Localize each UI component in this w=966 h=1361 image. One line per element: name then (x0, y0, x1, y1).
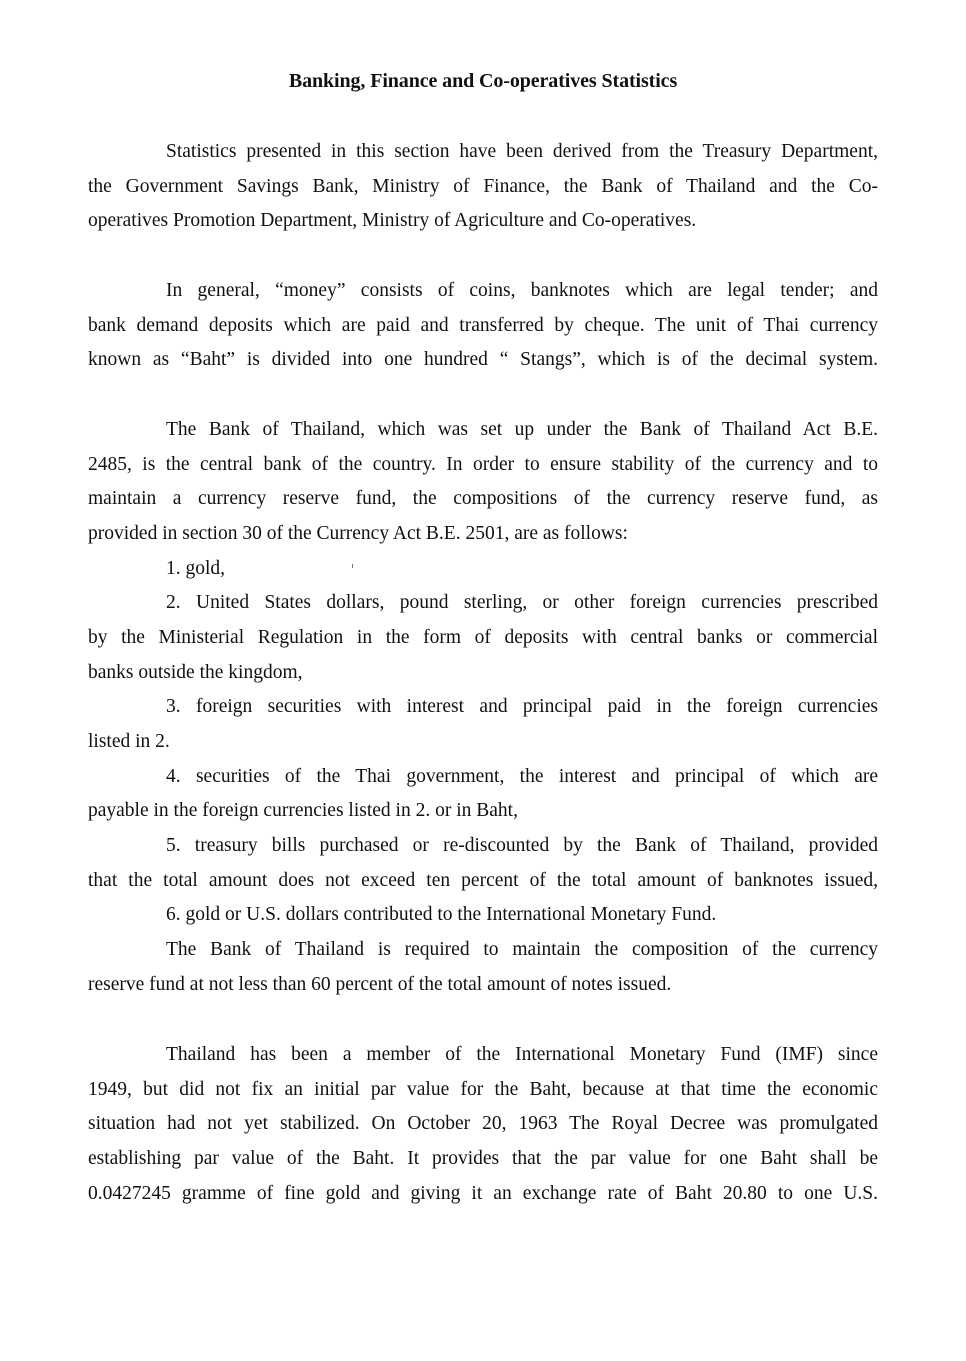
list-item-2-line-1: 2. United States dollars, pound sterling, or other foreign currencies prescribed (166, 592, 878, 613)
paragraph-money-line-2: bank demand deposits which are paid and transferred by cheque. The unit of Thai currency (88, 315, 878, 336)
list-item-2-line-3: banks outside the kingdom, (88, 662, 303, 683)
list-item-1: 1. gold, (166, 558, 226, 579)
list-item-2-line-2: by the Ministerial Regulation in the form of deposits with central banks or commercial (88, 627, 878, 648)
paragraph-sources-line-1: Statistics presented in this section have been derived from the Treasury Department, (166, 141, 878, 162)
list-item-4-line-1: 4. securities of the Thai government, the interest and principal of which are (166, 766, 878, 787)
paragraph-bot-line-3: maintain a currency reserve fund, the compositions of the currency reserve fund, as (88, 488, 878, 509)
paragraph-bot-line-1: The Bank of Thailand, which was set up under the Bank of Thailand Act B.E. (166, 419, 878, 440)
paragraph-imf-line-1: Thailand has been a member of the International Monetary Fund (IMF) since (166, 1044, 878, 1065)
list-item-6: 6. gold or U.S. dollars contributed to the International Monetary Fund. (166, 904, 717, 925)
document-title: Banking, Finance and Co-operatives Statistics (288, 70, 678, 92)
paragraph-imf-line-3: situation had not yet stabilized. On October 20, 1963 The Royal Decree was promulgated (88, 1113, 878, 1134)
paragraph-imf-line-4: establishing par value of the Baht. It provides that the par value for one Baht shall be (88, 1148, 878, 1169)
paragraph-money-line-1: In general, “money” consists of coins, banknotes which are legal tender; and (166, 280, 878, 301)
list-item-5-line-1: 5. treasury bills purchased or re-discounted by the Bank of Thailand, provided (166, 835, 878, 856)
paragraph-imf-line-5: 0.0427245 gramme of fine gold and giving it an exchange rate of Baht 20.80 to one U.S. (88, 1183, 878, 1204)
paragraph-bot-line-2: 2485, is the central bank of the country. In order to ensure stability of the currency and to (88, 454, 878, 475)
paragraph-imf-line-2: 1949, but did not fix an initial par value for the Baht, because at that time the economic (88, 1079, 878, 1100)
paragraph-bot-line-4: provided in section 30 of the Currency Act B.E. 2501, are as follows: (88, 523, 628, 544)
list-item-3-line-1: 3. foreign securities with interest and principal paid in the foreign currencies (166, 696, 878, 717)
paragraph-money-line-3: known as “Baht” is divided into one hundred “ Stangs”, which is of the decimal system. (88, 349, 878, 370)
list-item-5-line-2: that the total amount does not exceed ten percent of the total amount of banknotes issued, (88, 870, 878, 891)
paragraph-sources-line-2: the Government Savings Bank, Ministry of Finance, the Bank of Thailand and the Co- (88, 176, 878, 197)
paragraph-sources-line-3: operatives Promotion Department, Ministry of Agriculture and Co-operatives. (88, 210, 697, 231)
list-item-4-line-2: payable in the foreign currencies listed in 2. or in Baht, (88, 800, 518, 821)
scan-speck (352, 564, 353, 568)
list-item-3-line-2: listed in 2. (88, 731, 170, 752)
paragraph-reserve-line-2: reserve fund at not less than 60 percent of the total amount of notes issued. (88, 974, 672, 995)
paragraph-reserve-line-1: The Bank of Thailand is required to maintain the composition of the currency (166, 939, 878, 960)
